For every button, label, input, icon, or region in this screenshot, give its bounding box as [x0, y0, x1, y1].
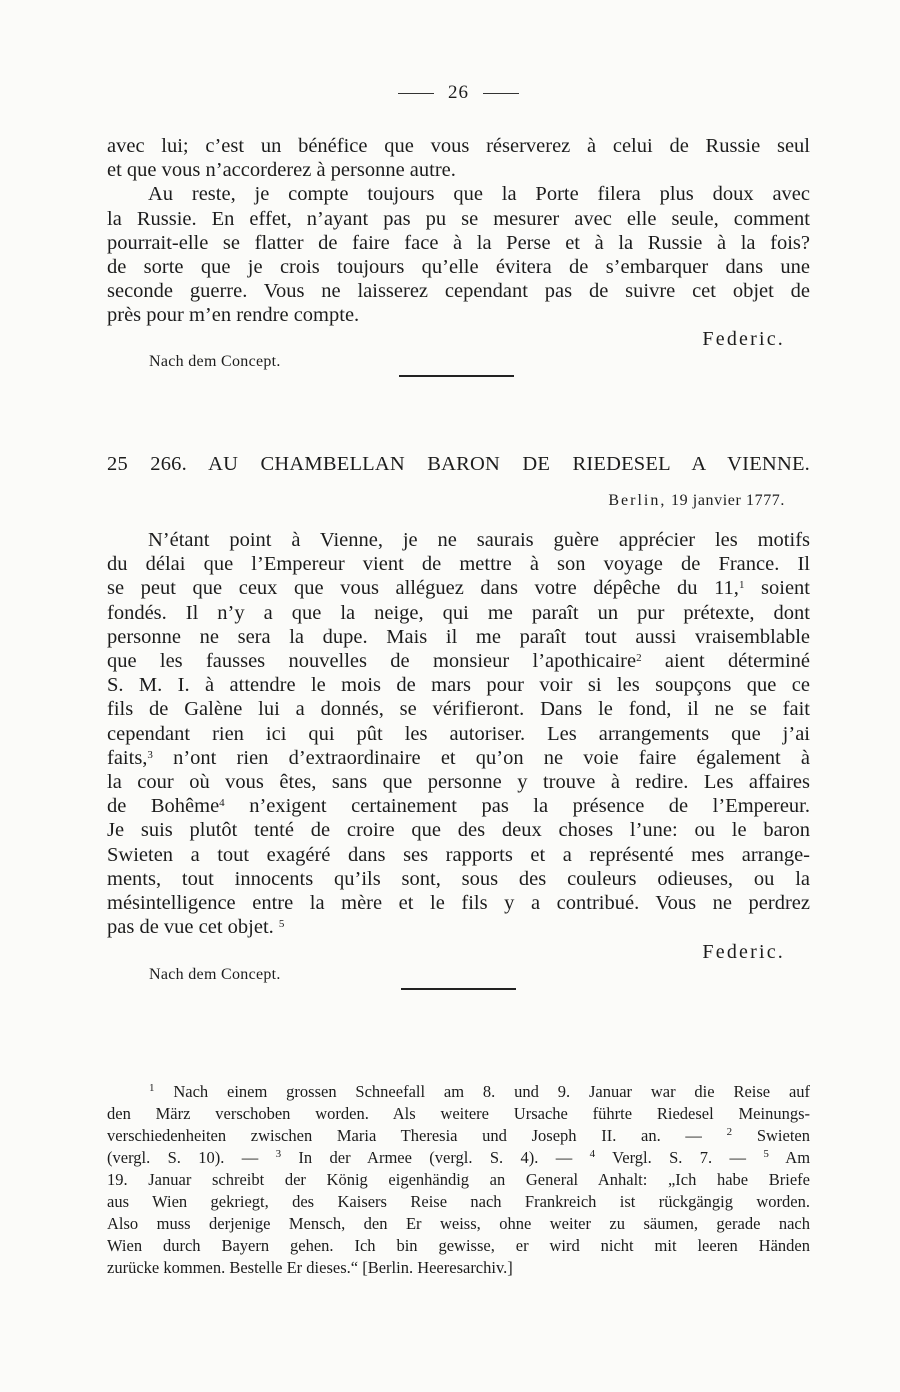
source-note: Nach dem Concept.	[149, 353, 281, 370]
text-line: fondés. Il n’y a que la neige, qui me paraît un pur prétexte, dont	[107, 601, 810, 624]
text-line: pas de vue cet objet. $^5$	[107, 916, 285, 939]
text-line: de Bohême$^4$ n’exigent certainement pas la présence de l’Empereur.	[107, 795, 810, 818]
letter-number: 25 266.	[107, 453, 187, 475]
footnote-ref: 1	[738, 579, 745, 592]
dateline-date: 19 janvier 1777.	[670, 492, 785, 509]
footnote-ref: 5	[278, 918, 285, 931]
footnote-line: verschiedenheiten zwischen Maria Theresia und Joseph II. an. — $^2$ Swieten	[107, 1126, 811, 1145]
text-line: Swieten a tout exagéré dans ses rapports et a représenté mes arrange-	[107, 843, 810, 866]
letter-title: AU CHAMBELLAN BARON DE RIEDESEL A VIENNE.	[208, 453, 810, 475]
footnote-line: 19. Januar schreibt der König eigenhändig an General Anhalt: „Ich habe Briefe	[107, 1170, 810, 1189]
text-line: ments, tout innocents qu’ils sont, sous des couleurs odieuses, ou la	[107, 867, 810, 890]
dateline-place: Berlin,	[608, 492, 667, 509]
text-line: S. M. I. à attendre le mois de mars pour voir si les soupçons que ce	[107, 674, 810, 697]
footnote-line: (vergl. S. 10). — $^3$ In der Armee (vergl. S. 4). — $^4$ Vergl. S. 7. — $^5$ Am	[107, 1148, 811, 1167]
footnotes	[107, 1081, 810, 1279]
text-line: fils de Galène lui a donnés, se vérifieront. Dans le fond, il ne se fait	[107, 698, 810, 721]
text-line: mésintelligence entre la mère et le fils y a contribué. Vous ne perdrez	[107, 892, 810, 915]
text-line: cependant rien ici qui pût les autoriser. Les arrangements que j’ai	[107, 722, 810, 745]
footnote-line: aus Wien gekriegt, des Kaisers Reise nach Frankreich ist rückgängig worden.	[107, 1192, 810, 1211]
section-rule	[399, 375, 514, 377]
text-line: la Russie. En effet, n’ayant pas pu se mesurer avec elle seule, comment	[107, 207, 810, 230]
footnote-line: den März verschoben worden. Als weitere Ursache führte Riedesel Meinungs-	[107, 1104, 810, 1123]
footnote-line: $^1$ Nach einem grossen Schneefall am 8. und 9. Januar war die Reise auf	[149, 1082, 811, 1101]
text-line: et que vous n’accorderez à personne autre.	[107, 159, 456, 182]
dateline	[608, 492, 785, 510]
footnote-ref: 4	[219, 797, 225, 810]
section-rule	[401, 988, 516, 990]
footnote-ref: 2	[636, 652, 642, 665]
footnote-line: Wien durch Bayern gehen. Ich bin gewisse, er wird nicht mit leeren Händen	[107, 1236, 810, 1255]
text-line: Je suis plutôt tenté de croire que des deux choses l’une: ou le baron	[107, 819, 810, 842]
text-line: la cour où vous êtes, sans que personne y trouve à redire. Les affaires	[107, 771, 810, 794]
letter-heading	[107, 453, 810, 476]
letter-body	[107, 528, 810, 939]
text-line: pourrait-elle se flatter de faire face à la Perse et à la Russie à la fois?	[107, 231, 810, 254]
text-line: avec lui; c’est un bénéfice que vous réserverez à celui de Russie seul	[107, 135, 810, 157]
text-line: personne ne sera la dupe. Mais il me paraît tout aussi vraisemblable	[107, 625, 810, 648]
footnote-line: Also muss derjenige Mensch, den Er weiss, ohne weiter zu säumen, gerade nach	[107, 1214, 810, 1233]
source-note: Nach dem Concept.	[149, 966, 281, 983]
text-line: Au reste, je compte toujours que la Porte filera plus doux avec	[148, 183, 810, 206]
text-line: près pour m’en rendre compte.	[107, 304, 360, 327]
footnote-ref: 3	[147, 748, 153, 761]
previous-letter-text	[107, 134, 810, 328]
signature: Federic.	[702, 328, 785, 350]
page-number-dash-left	[398, 93, 434, 94]
text-line: faits,$^3$ n’ont rien d’extraordinaire et qu’on ne voie faire également à	[107, 746, 811, 769]
text-line: de sorte que je crois toujours qu’elle évitera de s’embarquer dans une	[107, 256, 810, 279]
text-line: se peut que ceux que vous alléguez dans votre dépêche du 11,$^1$ soient	[107, 577, 810, 600]
page-number: 26	[107, 82, 810, 104]
text-line: du délai que l’Empereur vient de mettre à son voyage de France. Il	[107, 553, 810, 576]
text-line: que les fausses nouvelles de monsieur l’apothicaire$^2$ aient déterminé	[107, 650, 810, 673]
text-line: seconde guerre. Vous ne laisserez cependant pas de suivre cet objet de	[107, 280, 810, 303]
page-number-dash-right	[483, 93, 519, 94]
footnote-line: zurücke kommen. Bestelle Er dieses.“ [Berlin. Heeresarchiv.]	[107, 1258, 513, 1277]
signature: Federic.	[702, 941, 785, 963]
text-line: N’étant point à Vienne, je ne saurais guère apprécier les motifs	[148, 529, 810, 551]
